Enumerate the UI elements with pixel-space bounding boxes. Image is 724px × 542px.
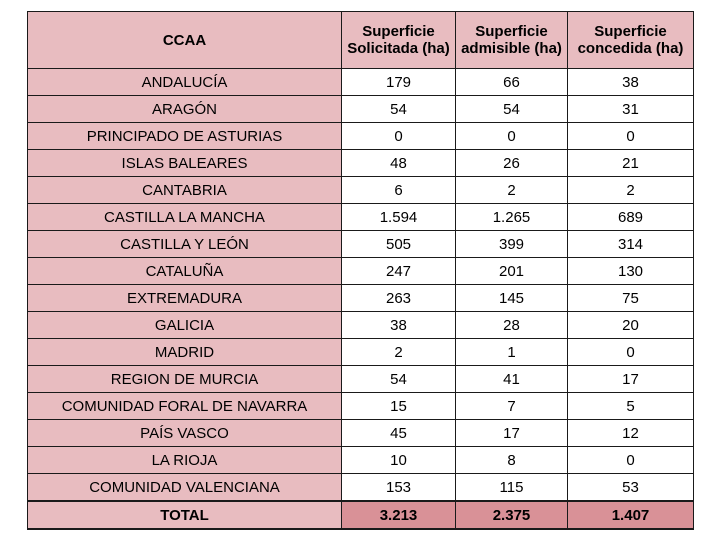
table-row xyxy=(28,69,694,96)
superficie-admisible-cell: 41 xyxy=(456,366,568,393)
superficie-solicitada-cell: 1.594 xyxy=(342,204,456,231)
ccaa-cell: TOTAL xyxy=(28,501,342,529)
superficie-admisible-cell: 8 xyxy=(456,447,568,474)
superficie-table xyxy=(27,11,694,530)
ccaa-cell: COMUNIDAD VALENCIANA xyxy=(28,474,342,502)
ccaa-cell: EXTREMADURA xyxy=(28,285,342,312)
ccaa-cell: MADRID xyxy=(28,339,342,366)
superficie-concedida-cell: 21 xyxy=(568,150,694,177)
superficie-concedida-cell: 689 xyxy=(568,204,694,231)
table-body xyxy=(28,69,694,530)
ccaa-cell: CASTILLA LA MANCHA xyxy=(28,204,342,231)
total-row xyxy=(28,501,694,529)
superficie-solicitada-cell: 263 xyxy=(342,285,456,312)
ccaa-cell: ARAGÓN xyxy=(28,96,342,123)
superficie-admisible-cell: 17 xyxy=(456,420,568,447)
superficie-admisible-cell: 1 xyxy=(456,339,568,366)
superficie-concedida-cell: 75 xyxy=(568,285,694,312)
superficie-solicitada-cell: 10 xyxy=(342,447,456,474)
superficie-solicitada-cell: 45 xyxy=(342,420,456,447)
superficie-solicitada-cell: 3.213 xyxy=(342,501,456,529)
superficie-concedida-cell: 130 xyxy=(568,258,694,285)
superficie-solicitada-cell: 0 xyxy=(342,123,456,150)
ccaa-cell: COMUNIDAD FORAL DE NAVARRA xyxy=(28,393,342,420)
ccaa-cell: CANTABRIA xyxy=(28,177,342,204)
table-row xyxy=(28,204,694,231)
table-row xyxy=(28,150,694,177)
superficie-admisible-cell: 399 xyxy=(456,231,568,258)
superficie-solicitada-cell: 38 xyxy=(342,312,456,339)
table-row xyxy=(28,123,694,150)
table-row xyxy=(28,231,694,258)
superficie-solicitada-cell: 179 xyxy=(342,69,456,96)
ccaa-cell: PRINCIPADO DE ASTURIAS xyxy=(28,123,342,150)
table-row xyxy=(28,258,694,285)
superficie-admisible-cell: 7 xyxy=(456,393,568,420)
superficie-concedida-cell: 2 xyxy=(568,177,694,204)
superficie-concedida-cell: 0 xyxy=(568,447,694,474)
table-row xyxy=(28,177,694,204)
superficie-admisible-cell: 0 xyxy=(456,123,568,150)
superficie-concedida-cell: 0 xyxy=(568,123,694,150)
superficie-solicitada-cell: 54 xyxy=(342,366,456,393)
ccaa-cell: REGION DE MURCIA xyxy=(28,366,342,393)
ccaa-cell: CASTILLA Y LEÓN xyxy=(28,231,342,258)
superficie-admisible-cell: 28 xyxy=(456,312,568,339)
table-row xyxy=(28,474,694,502)
superficie-admisible-cell: 54 xyxy=(456,96,568,123)
superficie-admisible-cell: 2.375 xyxy=(456,501,568,529)
superficie-solicitada-cell: 247 xyxy=(342,258,456,285)
superficie-solicitada-cell: 153 xyxy=(342,474,456,502)
superficie-concedida-cell: 31 xyxy=(568,96,694,123)
superficie-admisible-cell: 115 xyxy=(456,474,568,502)
table-row xyxy=(28,366,694,393)
superficie-admisible-cell: 145 xyxy=(456,285,568,312)
ccaa-cell: ISLAS BALEARES xyxy=(28,150,342,177)
superficie-solicitada-cell: 48 xyxy=(342,150,456,177)
table-row xyxy=(28,339,694,366)
header-superficie-concedida: Superficie concedida (ha) xyxy=(568,12,694,69)
superficie-admisible-cell: 26 xyxy=(456,150,568,177)
ccaa-cell: GALICIA xyxy=(28,312,342,339)
superficie-concedida-cell: 314 xyxy=(568,231,694,258)
table-row xyxy=(28,312,694,339)
superficie-concedida-cell: 12 xyxy=(568,420,694,447)
superficie-solicitada-cell: 54 xyxy=(342,96,456,123)
superficie-solicitada-cell: 6 xyxy=(342,177,456,204)
superficie-concedida-cell: 1.407 xyxy=(568,501,694,529)
superficie-concedida-cell: 17 xyxy=(568,366,694,393)
superficie-solicitada-cell: 505 xyxy=(342,231,456,258)
table-row xyxy=(28,285,694,312)
table-header-row xyxy=(28,12,694,69)
superficie-admisible-cell: 2 xyxy=(456,177,568,204)
superficie-admisible-cell: 201 xyxy=(456,258,568,285)
ccaa-cell: CATALUÑA xyxy=(28,258,342,285)
ccaa-cell: LA RIOJA xyxy=(28,447,342,474)
table-row xyxy=(28,447,694,474)
superficie-solicitada-cell: 2 xyxy=(342,339,456,366)
superficie-solicitada-cell: 15 xyxy=(342,393,456,420)
table-row xyxy=(28,393,694,420)
header-ccaa: CCAA xyxy=(28,12,342,69)
header-superficie-solicitada: Superficie Solicitada (ha) xyxy=(342,12,456,69)
header-superficie-admisible: Superficie admisible (ha) xyxy=(456,12,568,69)
ccaa-cell: PAÍS VASCO xyxy=(28,420,342,447)
superficie-concedida-cell: 53 xyxy=(568,474,694,502)
ccaa-cell: ANDALUCÍA xyxy=(28,69,342,96)
superficie-concedida-cell: 5 xyxy=(568,393,694,420)
table-row xyxy=(28,420,694,447)
superficie-concedida-cell: 0 xyxy=(568,339,694,366)
superficie-admisible-cell: 1.265 xyxy=(456,204,568,231)
superficie-concedida-cell: 20 xyxy=(568,312,694,339)
table-row xyxy=(28,96,694,123)
superficie-concedida-cell: 38 xyxy=(568,69,694,96)
superficie-admisible-cell: 66 xyxy=(456,69,568,96)
